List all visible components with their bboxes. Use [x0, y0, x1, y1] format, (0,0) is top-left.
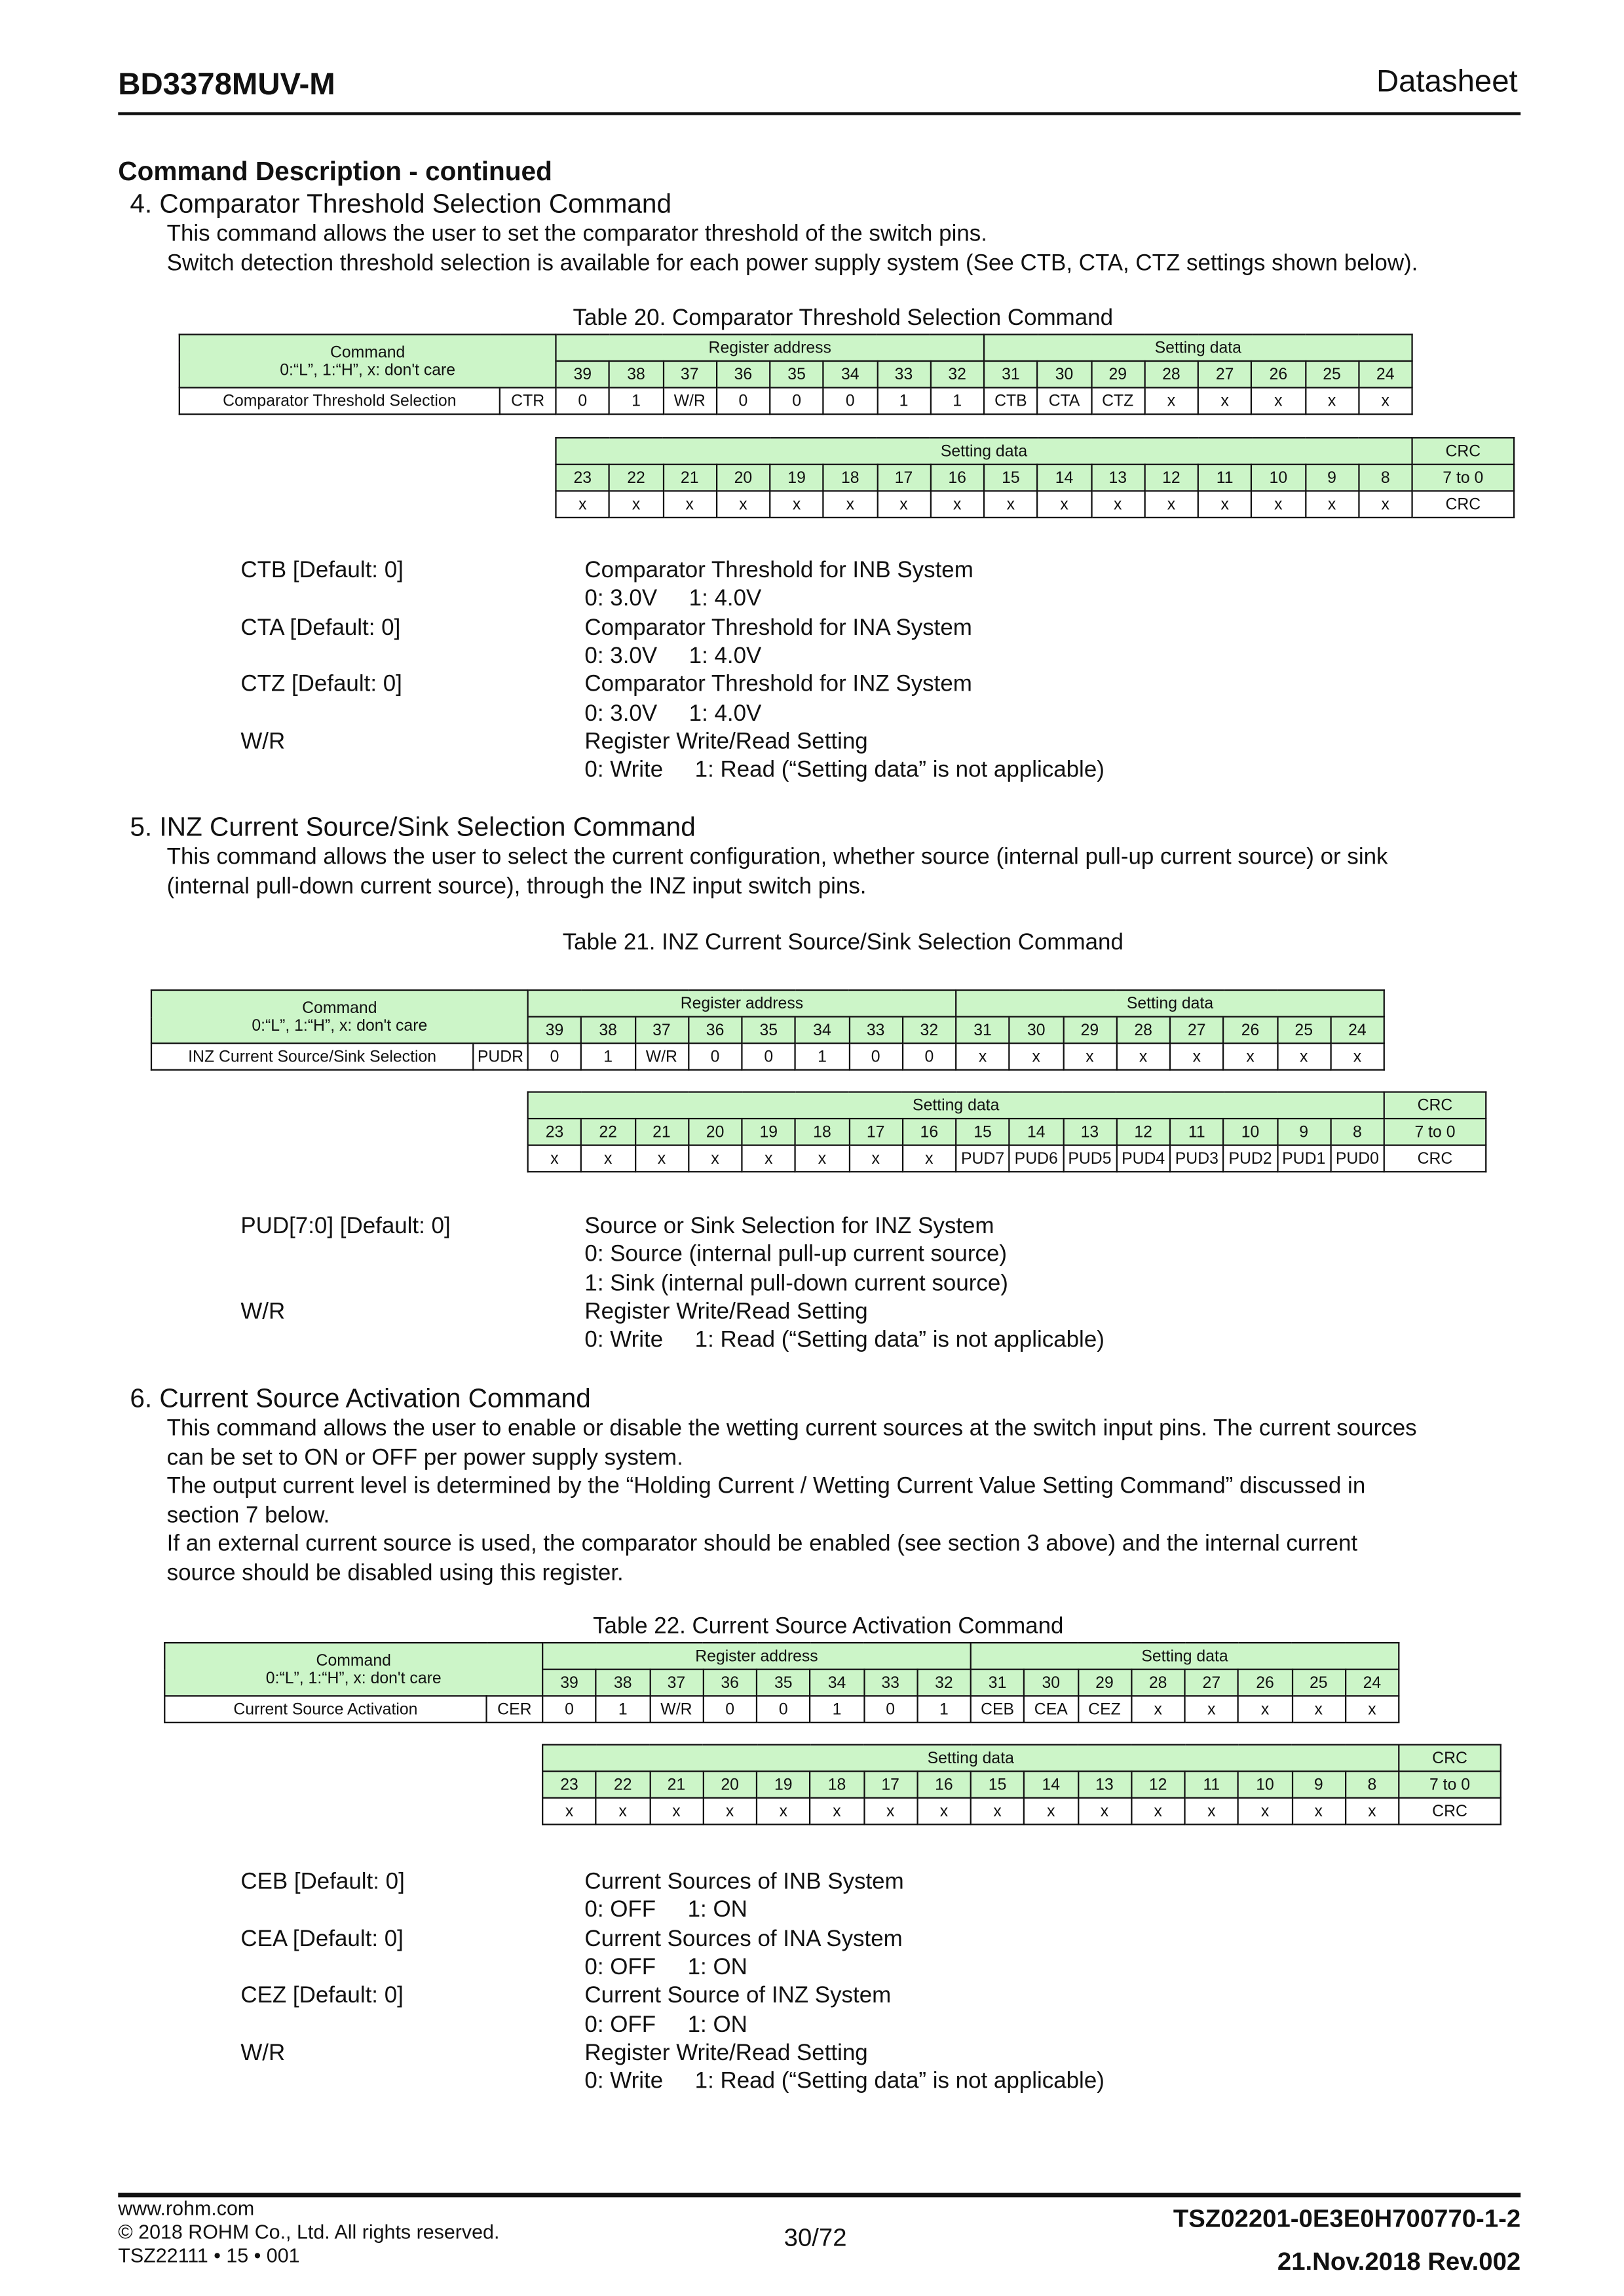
bit-value: x — [609, 491, 663, 518]
bit-value: x — [1277, 1043, 1331, 1070]
bit-value: x — [956, 1043, 1010, 1070]
bit-number: 12 — [1131, 1771, 1185, 1798]
bit-value: x — [703, 1798, 757, 1825]
bit-number: 14 — [1010, 1119, 1063, 1145]
bit-value: x — [1185, 1696, 1239, 1723]
definition-term: CEZ [Default: 0] — [240, 1983, 404, 2009]
bit-number: 37 — [663, 361, 717, 388]
setting-data-header: Setting data — [971, 1643, 1399, 1670]
definition-text: Current Source of INZ System — [584, 1983, 892, 2009]
bit-value: x — [770, 491, 823, 518]
bit-value: x — [849, 1145, 903, 1172]
bit-value: x — [596, 1798, 650, 1825]
bit-number: 10 — [1224, 1119, 1277, 1145]
bit-number: 22 — [581, 1119, 635, 1145]
bit-value: x — [742, 1145, 795, 1172]
command-name: Comparator Threshold Selection — [179, 388, 500, 415]
setting-data-header: Setting data — [542, 1745, 1399, 1772]
bit-number: 23 — [556, 465, 609, 491]
bit-value: 1 — [795, 1043, 849, 1070]
bit-number: 39 — [556, 361, 609, 388]
bit-number: 34 — [810, 1670, 864, 1696]
bit-number: 39 — [542, 1670, 596, 1696]
bit-value: x — [1238, 1696, 1292, 1723]
bit-value: x — [556, 491, 609, 518]
bit-value: x — [1185, 1798, 1239, 1825]
bit-value: x — [650, 1798, 704, 1825]
bit-number: 27 — [1185, 1670, 1239, 1696]
bit-value: 0 — [903, 1043, 956, 1070]
bit-value: x — [877, 491, 931, 518]
doc-number: TSZ02201-0E3E0H700770-1-2 — [1173, 2204, 1521, 2233]
bit-number: 8 — [1331, 1119, 1384, 1145]
bit-value: 0 — [823, 388, 877, 415]
bit-value: x — [984, 491, 1038, 518]
bit-value: x — [823, 491, 877, 518]
paragraph-line: Switch detection threshold selection is available for each power supply system (See CTB, CTA, CTZ settings shown below). — [166, 250, 1418, 276]
bit-value: 0 — [757, 1696, 810, 1723]
bit-number: 16 — [903, 1119, 956, 1145]
bit-value: 0 — [770, 388, 823, 415]
bit-value: CTA — [1038, 388, 1091, 415]
section-title: Command Description - continued — [118, 156, 552, 186]
bit-value: x — [1251, 388, 1305, 415]
register-table-bottom — [542, 1744, 1501, 1826]
table-caption: Table 22. Current Source Activation Command — [593, 1614, 1064, 1639]
bit-number: 19 — [757, 1771, 810, 1798]
bit-number: 14 — [1038, 465, 1091, 491]
setting-data-header: Setting data — [556, 438, 1412, 465]
command-code: PUDR — [473, 1043, 527, 1070]
bit-number: 34 — [823, 361, 877, 388]
bit-number: 28 — [1116, 1017, 1170, 1044]
crc-header: CRC — [1412, 438, 1514, 465]
bit-value: 0 — [703, 1696, 757, 1723]
bit-value: CEB — [971, 1696, 1025, 1723]
bit-number: 21 — [635, 1119, 689, 1145]
table-caption: Table 21. INZ Current Source/Sink Selection Command — [562, 930, 1124, 956]
bit-value: x — [1198, 388, 1252, 415]
bit-number: 9 — [1292, 1771, 1346, 1798]
bit-number: 13 — [1063, 1119, 1117, 1145]
bit-number: 38 — [596, 1670, 650, 1696]
bit-number: 8 — [1346, 1771, 1399, 1798]
definition-term: CEA [Default: 0] — [240, 1926, 404, 1952]
bit-number: 39 — [528, 1017, 582, 1044]
bit-value: 0 — [717, 388, 770, 415]
command-header — [179, 334, 556, 387]
bit-value: PUD3 — [1170, 1145, 1224, 1172]
crc-header: CRC — [1399, 1745, 1500, 1772]
bit-value: x — [1251, 491, 1305, 518]
bit-number: 32 — [930, 361, 984, 388]
bit-number: 18 — [795, 1119, 849, 1145]
bit-number: 38 — [581, 1017, 635, 1044]
bit-value: x — [1305, 491, 1359, 518]
bit-number: 23 — [542, 1771, 596, 1798]
date-revision: 21.Nov.2018 Rev.002 — [1277, 2247, 1521, 2276]
bit-number: 19 — [742, 1119, 795, 1145]
bit-number: 31 — [956, 1017, 1010, 1044]
bit-number: 31 — [984, 361, 1038, 388]
bit-number: 26 — [1224, 1017, 1277, 1044]
bit-number: 28 — [1144, 361, 1198, 388]
bit-number: 20 — [703, 1771, 757, 1798]
bit-value: PUD7 — [956, 1145, 1010, 1172]
definition-text: 0: 3.0V 1: 4.0V — [584, 700, 762, 726]
bit-number: 19 — [770, 465, 823, 491]
bit-number: 9 — [1277, 1119, 1331, 1145]
definition-term: CTZ [Default: 0] — [240, 672, 402, 698]
bit-value: x — [971, 1798, 1025, 1825]
section-heading: 4. Comparator Threshold Selection Command — [130, 189, 672, 219]
bit-value: x — [1198, 491, 1252, 518]
definition-text: Source or Sink Selection for INZ System — [584, 1214, 994, 1239]
bit-number: 32 — [917, 1670, 971, 1696]
paragraph-line: section 7 below. — [166, 1502, 330, 1528]
command-legend: 0:“L”, 1:“H”, x: don't care — [252, 1016, 428, 1035]
bit-number: 36 — [703, 1670, 757, 1696]
bit-number: 37 — [635, 1017, 689, 1044]
bit-number: 14 — [1024, 1771, 1078, 1798]
definition-term: W/R — [240, 729, 286, 755]
crc-header: CRC — [1384, 1092, 1486, 1119]
crc-bits: 7 to 0 — [1384, 1119, 1486, 1145]
bit-value: 0 — [689, 1043, 742, 1070]
definition-text: 0: Write 1: Read (“Setting data” is not applicable) — [584, 757, 1105, 783]
page-number: 30/72 — [784, 2223, 847, 2252]
definition-term: W/R — [240, 1299, 286, 1325]
bit-number: 34 — [795, 1017, 849, 1044]
definition-text: 0: Source (internal pull-up current source) — [584, 1242, 1008, 1268]
register-address-header: Register address — [542, 1643, 971, 1670]
bit-value: x — [1359, 491, 1412, 518]
website-link[interactable]: www.rohm.com — [118, 2197, 255, 2220]
register-address-header: Register address — [556, 334, 984, 361]
bit-value: x — [689, 1145, 742, 1172]
bit-value: x — [917, 1798, 971, 1825]
bit-number: 10 — [1251, 465, 1305, 491]
bit-value: 1 — [917, 1696, 971, 1723]
command-name: INZ Current Source/Sink Selection — [151, 1043, 473, 1070]
bit-value: 0 — [863, 1696, 917, 1723]
bit-number: 10 — [1238, 1771, 1292, 1798]
paragraph-line: This command allows the user to set the comparator threshold of the switch pins. — [166, 221, 987, 247]
paragraph-line: (internal pull-down current source), through the INZ input switch pins. — [166, 873, 867, 899]
bit-number: 30 — [1010, 1017, 1063, 1044]
bit-value: x — [1010, 1043, 1063, 1070]
bit-value: x — [1346, 1798, 1399, 1825]
bit-value: x — [1024, 1798, 1078, 1825]
definition-text: 0: OFF 1: ON — [584, 2012, 747, 2037]
bit-value: 1 — [609, 388, 663, 415]
bit-value: x — [1292, 1696, 1346, 1723]
bit-number: 29 — [1091, 361, 1144, 388]
bit-number: 29 — [1063, 1017, 1117, 1044]
command-label: Command — [316, 1651, 391, 1670]
bit-value: 0 — [742, 1043, 795, 1070]
command-label: Command — [302, 999, 377, 1017]
bit-value: CTB — [984, 388, 1038, 415]
bit-number: 23 — [528, 1119, 582, 1145]
bit-value: W/R — [663, 388, 717, 415]
paragraph-line: If an external current source is used, the comparator should be enabled (see section 3 above) and the internal current — [166, 1531, 1358, 1557]
bit-number: 20 — [689, 1119, 742, 1145]
definition-text: Register Write/Read Setting — [584, 1299, 868, 1325]
bit-number: 17 — [849, 1119, 903, 1145]
bit-value: x — [863, 1798, 917, 1825]
crc-value: CRC — [1384, 1145, 1486, 1172]
bit-value: PUD6 — [1010, 1145, 1063, 1172]
bit-number: 12 — [1144, 465, 1198, 491]
definition-term: PUD[7:0] [Default: 0] — [240, 1214, 451, 1239]
bit-value: x — [1131, 1696, 1185, 1723]
definition-text: Register Write/Read Setting — [584, 729, 868, 755]
paragraph-line: This command allows the user to select the current configuration, whether source (internal pull-up current source) or sink — [166, 845, 1388, 870]
bit-number: 11 — [1185, 1771, 1239, 1798]
section-paragraph — [167, 1415, 1417, 1588]
bit-value: x — [930, 491, 984, 518]
form-code: TSZ22111 • 15 • 001 — [118, 2244, 300, 2267]
bit-value: x — [663, 491, 717, 518]
bit-value: x — [1331, 1043, 1384, 1070]
bit-number: 33 — [877, 361, 931, 388]
bit-value: W/R — [650, 1696, 704, 1723]
bit-number: 13 — [1078, 1771, 1131, 1798]
command-header — [164, 1643, 542, 1696]
bit-value: x — [581, 1145, 635, 1172]
bit-number: 24 — [1359, 361, 1412, 388]
bit-number: 20 — [717, 465, 770, 491]
bit-value: x — [635, 1145, 689, 1172]
command-code: CER — [487, 1696, 543, 1723]
definition-text: 0: OFF 1: ON — [584, 1955, 747, 1980]
bit-number: 28 — [1131, 1670, 1185, 1696]
bit-value: PUD1 — [1277, 1145, 1331, 1172]
part-number: BD3378MUV-M — [118, 67, 335, 102]
bit-value: x — [810, 1798, 864, 1825]
definition-text: 0: Write 1: Read (“Setting data” is not applicable) — [584, 1328, 1105, 1353]
bit-value: 1 — [810, 1696, 864, 1723]
bit-value: x — [717, 491, 770, 518]
bit-number: 12 — [1116, 1119, 1170, 1145]
bit-value: x — [1224, 1043, 1277, 1070]
paragraph-line: can be set to ON or OFF per power supply system. — [166, 1445, 683, 1470]
bit-value: PUD4 — [1116, 1145, 1170, 1172]
footer-left — [118, 2197, 499, 2268]
bit-number: 16 — [930, 465, 984, 491]
register-table-top — [179, 334, 1413, 415]
bit-number: 16 — [917, 1771, 971, 1798]
section-heading: 6. Current Source Activation Command — [130, 1383, 591, 1413]
bit-number: 21 — [663, 465, 717, 491]
register-table-bottom — [555, 437, 1515, 518]
crc-bits: 7 to 0 — [1412, 465, 1514, 491]
bit-value: x — [542, 1798, 596, 1825]
crc-bits: 7 to 0 — [1399, 1771, 1500, 1798]
bit-number: 15 — [956, 1119, 1010, 1145]
bit-number: 36 — [689, 1017, 742, 1044]
bit-number: 11 — [1170, 1119, 1224, 1145]
register-address-header: Register address — [528, 990, 956, 1017]
bit-number: 29 — [1078, 1670, 1131, 1696]
bit-number: 25 — [1292, 1670, 1346, 1696]
bit-number: 15 — [971, 1771, 1025, 1798]
bit-number: 15 — [984, 465, 1038, 491]
bit-value: x — [1359, 388, 1412, 415]
bit-value: CTZ — [1091, 388, 1144, 415]
copyright: © 2018 ROHM Co., Ltd. All rights reserved. — [118, 2221, 500, 2244]
bit-number: 32 — [903, 1017, 956, 1044]
bit-number: 26 — [1251, 361, 1305, 388]
bit-value: x — [1144, 491, 1198, 518]
bit-number: 17 — [863, 1771, 917, 1798]
bit-value: W/R — [635, 1043, 689, 1070]
bit-number: 35 — [770, 361, 823, 388]
bit-value: CEA — [1024, 1696, 1078, 1723]
bit-value: x — [757, 1798, 810, 1825]
section-paragraph — [167, 220, 1418, 278]
bit-value: x — [1078, 1798, 1131, 1825]
bit-number: 21 — [650, 1771, 704, 1798]
bit-number: 22 — [609, 465, 663, 491]
bit-value: 0 — [542, 1696, 596, 1723]
bit-value: CEZ — [1078, 1696, 1131, 1723]
bit-value: x — [903, 1145, 956, 1172]
header-rule — [118, 112, 1520, 115]
bit-value: 1 — [581, 1043, 635, 1070]
definition-text: Comparator Threshold for INA System — [584, 615, 972, 641]
footer-rule — [118, 2193, 1520, 2198]
bit-value: x — [1063, 1043, 1117, 1070]
bit-value: 0 — [556, 388, 609, 415]
bit-number: 27 — [1170, 1017, 1224, 1044]
bit-number: 25 — [1305, 361, 1359, 388]
bit-value: PUD5 — [1063, 1145, 1117, 1172]
bit-number: 17 — [877, 465, 931, 491]
definition-text: Comparator Threshold for INB System — [584, 558, 973, 584]
bit-number: 18 — [810, 1771, 864, 1798]
bit-value: x — [1091, 491, 1144, 518]
register-table-bottom — [527, 1091, 1487, 1172]
bit-value: x — [1292, 1798, 1346, 1825]
bit-value: x — [1238, 1798, 1292, 1825]
crc-value: CRC — [1412, 491, 1514, 518]
table-caption: Table 20. Comparator Threshold Selection Command — [573, 305, 1114, 331]
bit-number: 25 — [1277, 1017, 1331, 1044]
command-name: Current Source Activation — [164, 1696, 486, 1723]
bit-number: 31 — [971, 1670, 1025, 1696]
bit-number: 30 — [1024, 1670, 1078, 1696]
command-label: Command — [330, 343, 406, 362]
definition-text: Current Sources of INB System — [584, 1869, 904, 1895]
bit-number: 33 — [863, 1670, 917, 1696]
bit-number: 18 — [823, 465, 877, 491]
bit-number: 37 — [650, 1670, 704, 1696]
bit-value: PUD2 — [1224, 1145, 1277, 1172]
definition-term: W/R — [240, 2040, 286, 2066]
command-code: CTR — [500, 388, 556, 415]
register-table-top — [164, 1642, 1399, 1723]
bit-value: 1 — [596, 1696, 650, 1723]
definition-text: 1: Sink (internal pull-down current source) — [584, 1271, 1008, 1296]
bit-number: 36 — [717, 361, 770, 388]
paragraph-line: source should be disabled using this register. — [166, 1559, 624, 1586]
crc-value: CRC — [1399, 1798, 1500, 1825]
section-heading: 5. INZ Current Source/Sink Selection Command — [130, 812, 696, 842]
bit-value: 0 — [528, 1043, 582, 1070]
bit-number: 24 — [1346, 1670, 1399, 1696]
bit-number: 35 — [742, 1017, 795, 1044]
command-legend: 0:“L”, 1:“H”, x: don't care — [265, 1669, 442, 1687]
bit-number: 8 — [1359, 465, 1412, 491]
definition-term: CEB [Default: 0] — [240, 1869, 405, 1895]
bit-value: x — [1144, 388, 1198, 415]
definition-text: 0: Write 1: Read (“Setting data” is not applicable) — [584, 2069, 1105, 2094]
bit-value: 0 — [849, 1043, 903, 1070]
bit-value: PUD0 — [1331, 1145, 1384, 1172]
bit-value: 1 — [877, 388, 931, 415]
bit-number: 35 — [757, 1670, 810, 1696]
bit-number: 27 — [1198, 361, 1252, 388]
bit-number: 11 — [1198, 465, 1252, 491]
bit-value: x — [1038, 491, 1091, 518]
register-table-top — [151, 989, 1385, 1071]
definition-term: CTA [Default: 0] — [240, 615, 401, 641]
section-paragraph — [167, 843, 1388, 901]
doc-type: Datasheet — [1376, 65, 1518, 99]
bit-number: 13 — [1091, 465, 1144, 491]
definition-text: Current Sources of INA System — [584, 1926, 903, 1952]
bit-number: 26 — [1238, 1670, 1292, 1696]
bit-number: 22 — [596, 1771, 650, 1798]
command-header — [151, 990, 528, 1043]
setting-data-header: Setting data — [956, 990, 1384, 1017]
bit-number: 30 — [1038, 361, 1091, 388]
bit-value: x — [1305, 388, 1359, 415]
bit-value: x — [1131, 1798, 1185, 1825]
definition-text: 0: 3.0V 1: 4.0V — [584, 643, 762, 669]
setting-data-header: Setting data — [984, 334, 1412, 361]
definition-text: 0: OFF 1: ON — [584, 1898, 747, 1923]
bit-value: x — [528, 1145, 582, 1172]
bit-number: 38 — [609, 361, 663, 388]
paragraph-line: This command allows the user to enable or disable the wetting current sources at the switch input pins. The current sources — [166, 1416, 1417, 1442]
bit-number: 33 — [849, 1017, 903, 1044]
bit-number: 9 — [1305, 465, 1359, 491]
bit-value: x — [1346, 1696, 1399, 1723]
definition-text: Register Write/Read Setting — [584, 2040, 868, 2066]
definition-text: Comparator Threshold for INZ System — [584, 672, 972, 698]
bit-value: 1 — [930, 388, 984, 415]
bit-number: 24 — [1331, 1017, 1384, 1044]
bit-value: x — [1116, 1043, 1170, 1070]
setting-data-header: Setting data — [528, 1092, 1384, 1119]
definition-text: 0: 3.0V 1: 4.0V — [584, 586, 762, 612]
bit-value: x — [795, 1145, 849, 1172]
definition-term: CTB [Default: 0] — [240, 558, 404, 584]
paragraph-line: The output current level is determined by the “Holding Current / Wetting Current Value Setting Command” discussed in — [166, 1474, 1366, 1499]
command-legend: 0:“L”, 1:“H”, x: don't care — [280, 361, 456, 379]
bit-value: x — [1170, 1043, 1224, 1070]
